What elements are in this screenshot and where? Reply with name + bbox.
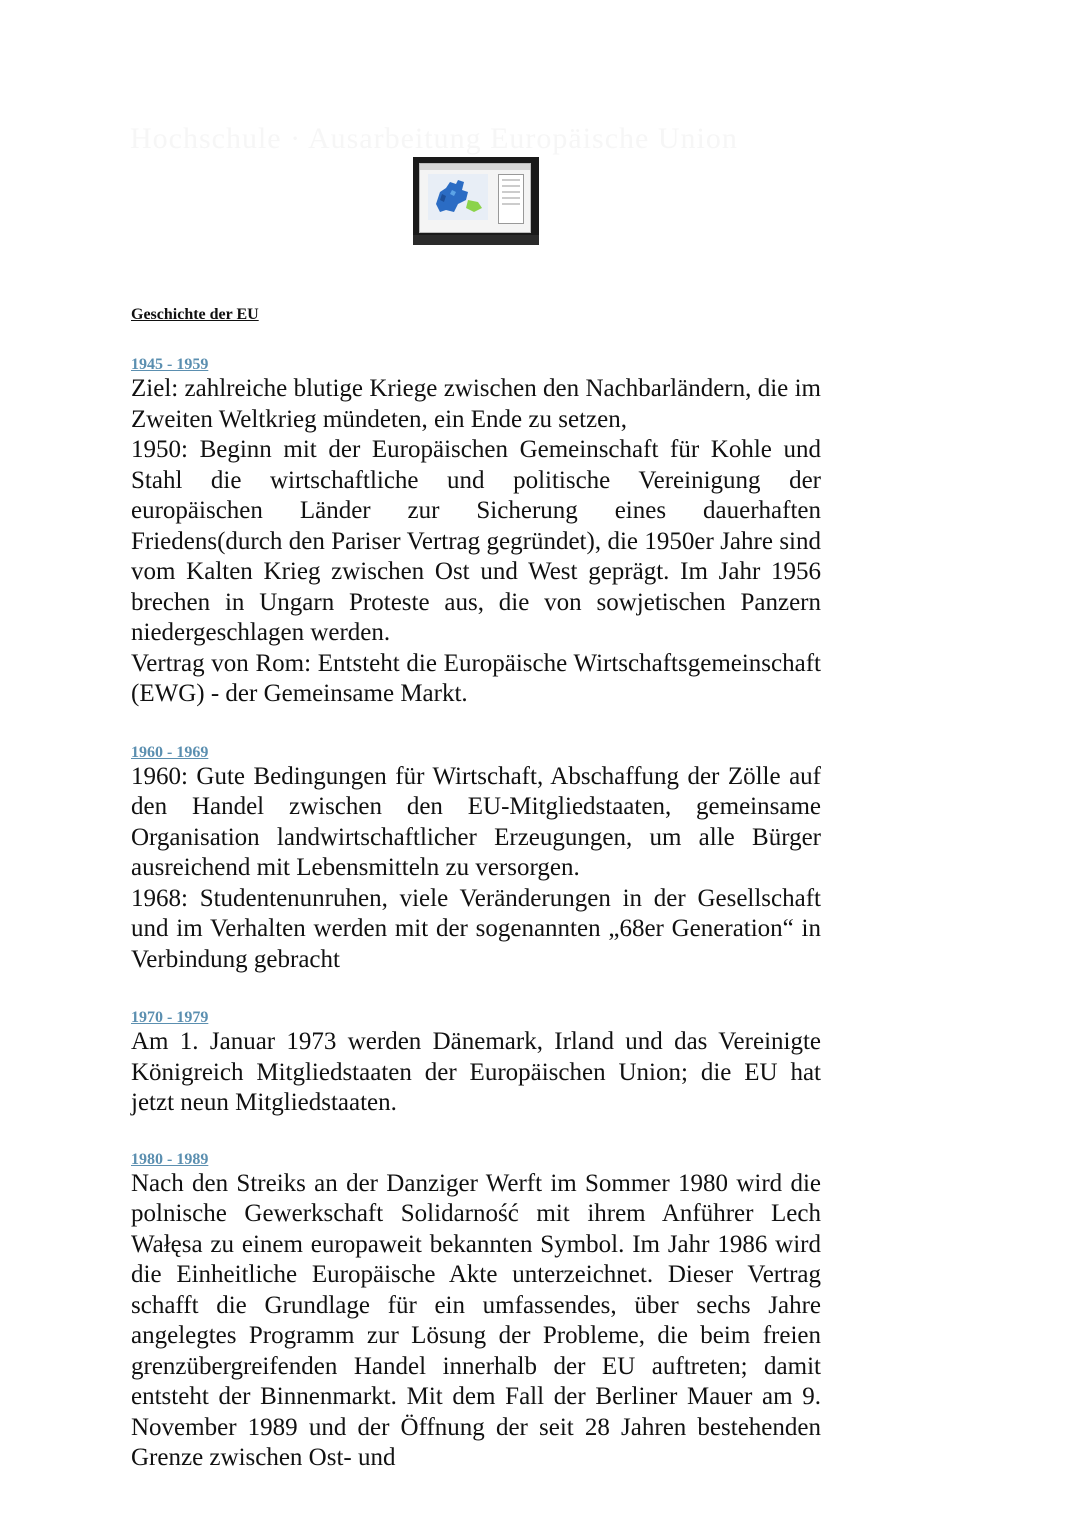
- paragraph: 1968: Studentenunruhen, viele Veränderungen in der Gesellschaft und im Verhalten werden mit der sogenannten „68er Generation“ in Verbindung gebracht: [131, 884, 821, 973]
- thumbnail-window: [419, 163, 531, 233]
- section-1960-1969: [131, 744, 821, 976]
- thumbnail-legend-panel: [498, 174, 524, 224]
- faded-title: Hochschule · Ausarbeitung Europäische Union: [130, 122, 738, 155]
- paragraph: Am 1. Januar 1973 werden Dänemark, Irland und das Vereinigte Königreich Mitgliedstaaten der Europäischen Union; die EU hat jetzt neun Mitgliedstaaten.: [131, 1028, 821, 1116]
- document-heading: Geschichte der EU: [131, 306, 259, 323]
- thumbnail-titlebar: [420, 164, 530, 170]
- thumbnail-taskbar: [413, 235, 539, 245]
- period-link[interactable]: 1945 - 1959: [131, 356, 209, 373]
- paragraph: 1950: Beginn mit der Europäischen Gemeinschaft für Kohle und Stahl die wirtschaftliche und politische Vereinigung der europäischen Länder zur Sicherung eines dauerhaften Friedens(durch den Pariser Vertrag gegründet), die 1950er Jahre sind vom Kalten Krieg zwischen Ost und West geprägt. Im Jahr 1956 brechen in Ungarn Proteste aus, die von sowjetischen Panzern niedergeschlagen werden.: [131, 436, 821, 646]
- paragraph: Ziel: zahlreiche blutige Kriege zwischen den Nachbarländern, die im Zweiten Weltkrieg mündeten, ein Ende zu setzen,: [131, 375, 821, 433]
- section-1970-1979: [131, 1009, 821, 1119]
- paragraph: Vertrag von Rom: Entsteht die Europäische Wirtschaftsgemeinschaft (EWG) - der Gemeinsame Markt.: [131, 649, 821, 707]
- period-link[interactable]: 1970 - 1979: [131, 1009, 209, 1026]
- paragraph: Nach den Streiks an der Danziger Werft im Sommer 1980 wird die polnische Gewerkschaft Solidarność mit ihrem Anführer Lech Wałęsa zu einem europaweit bekannten Symbol. Im Jahr 1986 wird die Einheitliche Europäische Akte unterzeichnet. Dieser Vertrag schafft die Grundlage für ein umfassendes, über sechs Jahre angelegtes Programm zur Lösung der Probleme, die beim freien grenzübergreifenden Handel innerhalb der EU auftreten; damit entsteht der Binnenmarkt. Mit dem Fall der Berliner Mauer am 9. November 1989 und der Öffnung der seit 28 Jahren bestehenden Grenze zwischen Ost- und: [131, 1169, 821, 1471]
- paragraph: 1960: Gute Bedingungen für Wirtschaft, Abschaffung der Zölle auf den Handel zwischen den EU-Mitgliedstaaten, gemeinsame Organisation landwirtschaftlicher Erzeugungen, um alle Bürger ausreichend mit Lebensmitteln zu versorgen.: [131, 762, 821, 881]
- section-1980-1989: [131, 1151, 821, 1474]
- period-link[interactable]: 1960 - 1969: [131, 743, 209, 761]
- eu-map-icon: [428, 174, 488, 220]
- eu-map-thumbnail: [413, 157, 539, 245]
- section-1945-1959: [131, 356, 821, 710]
- period-link[interactable]: 1980 - 1989: [131, 1150, 209, 1168]
- document-content: [131, 305, 821, 1504]
